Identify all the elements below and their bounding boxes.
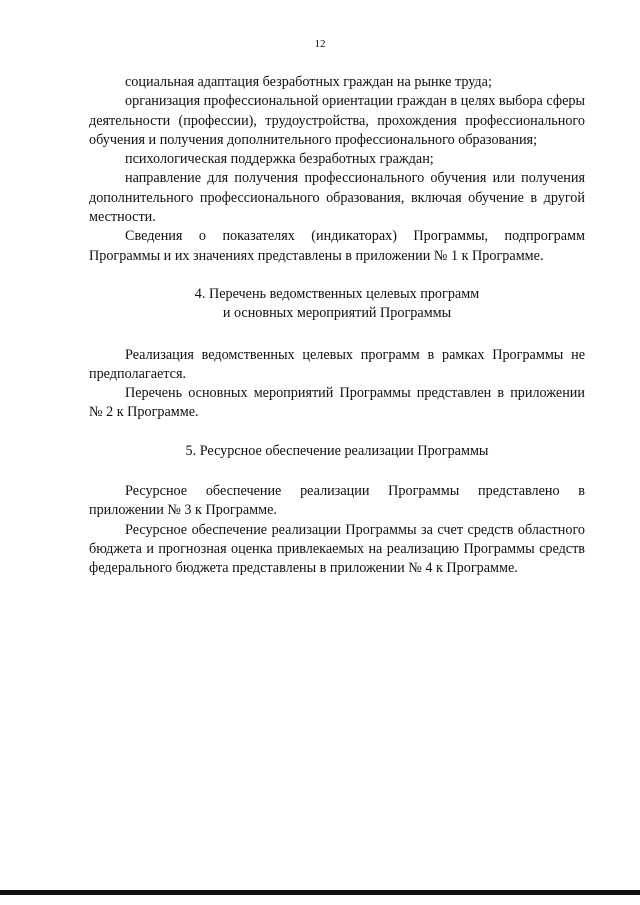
section-4-heading [89,285,585,324]
paragraph-career-guidance: организация профессиональной ориентации граждан в целях выбора сферы деятельности (профессии), трудоустройства, прохождения профессионального обучения и получения дополнительного профессионального образования; [89,93,585,148]
paragraph-training-referral: направление для получения профессионального обучения или получения дополнительного профессионального образования, включая обучение в другой местности. [89,170,585,226]
paragraph-resource-appendix-4: Ресурсное обеспечение реализации Программы за счет средств областного бюджета и прогнозная оценка привлекаемых на реализацию Программы средств федерального бюджета представлены в приложении № 4 к Программе. [89,521,585,577]
page-number: 12 [314,38,326,50]
paragraph-indicators-info: Сведения о показателях (индикаторах) Программы, подпрограмм Программы и их значениях представлены в приложении № 1 к Программе. [89,228,585,264]
section-4-heading-line-1: 4. Перечень ведомственных целевых программ [194,285,480,302]
paragraph-social-adaptation: социальная адаптация безработных граждан на рынке труда; [125,74,492,90]
bottom-divider [0,890,640,895]
section-4-heading-line-2: и основных мероприятий Программы [222,305,452,322]
paragraph-resource-appendix-3: Ресурсное обеспечение реализации Программы представлено в приложении № 3 к Программе. [89,483,585,519]
section-5-heading: 5. Ресурсное обеспечение реализации Программы [185,442,489,459]
paragraph-target-programs: Реализация ведомственных целевых программ в рамках Программы не предполагается. [89,346,585,382]
paragraph-psychological-support: психологическая поддержка безработных граждан; [125,151,434,168]
document-body [89,73,585,579]
paragraph-main-activities: Перечень основных мероприятий Программы представлен в приложении № 2 к Программе. [89,385,585,421]
